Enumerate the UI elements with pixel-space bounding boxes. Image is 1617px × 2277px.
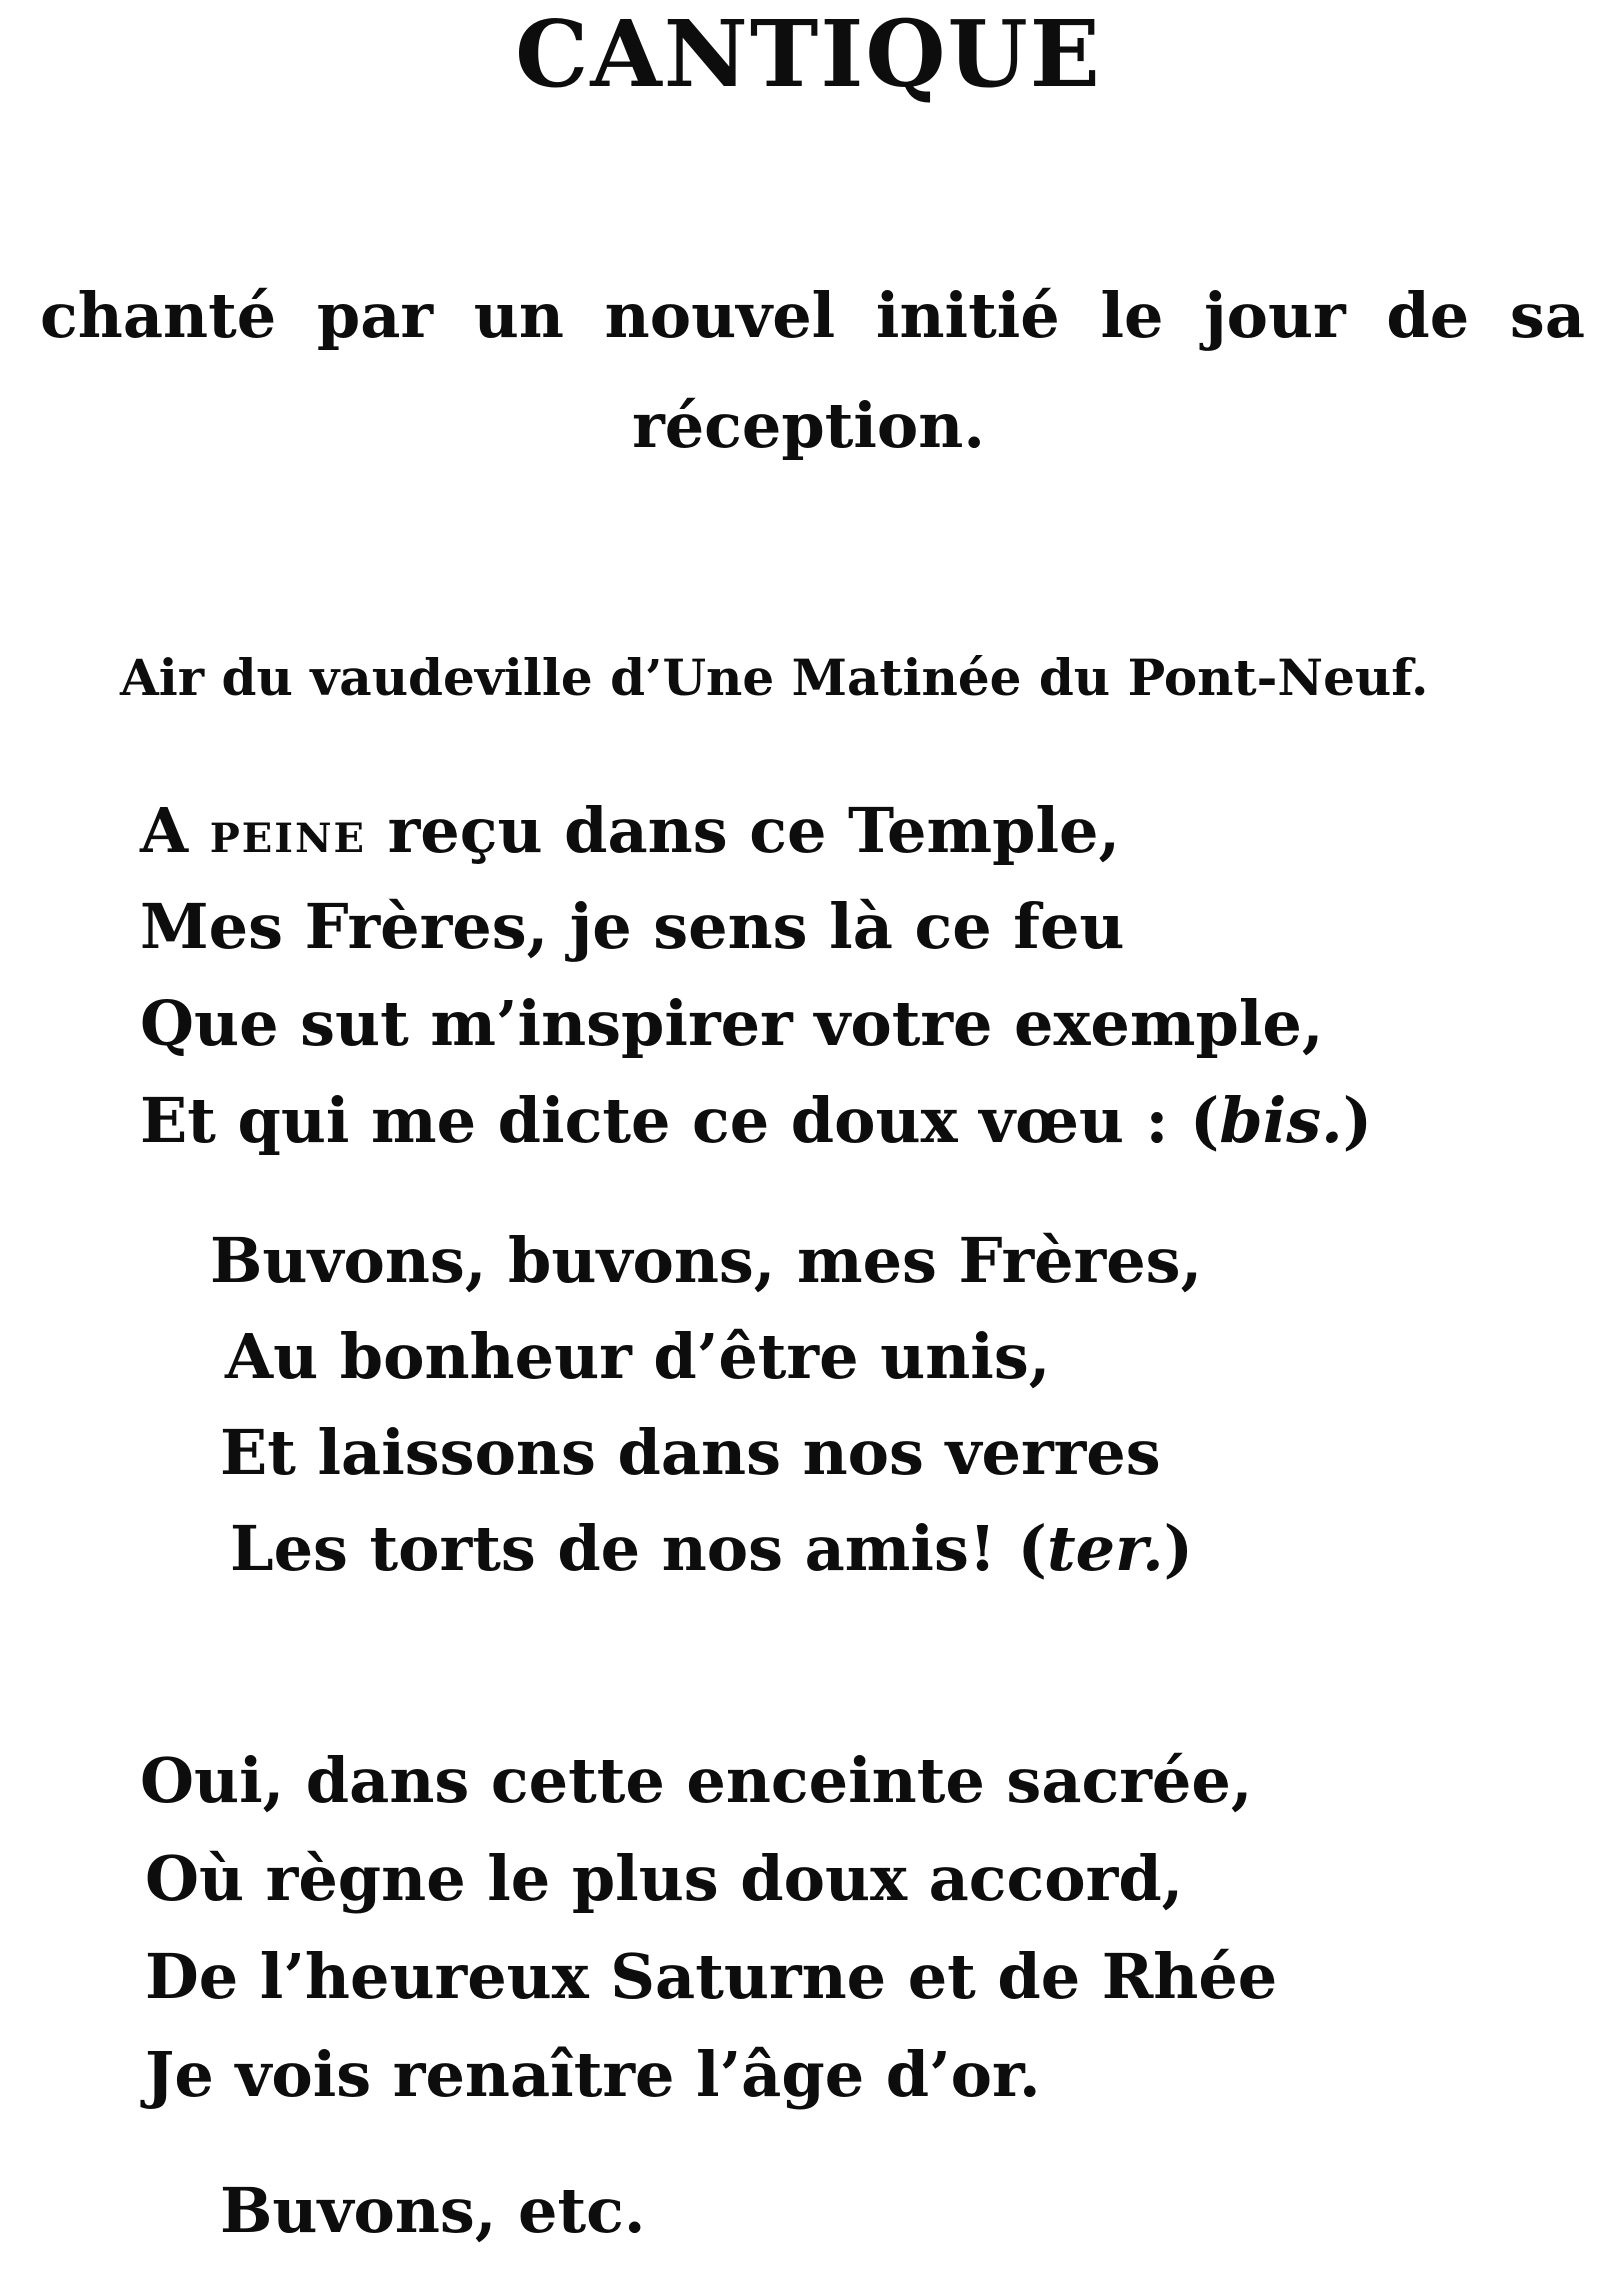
stanza1-line-2: Mes Frères, je sens là ce feu [140, 890, 1125, 963]
refrain-line-4-text: Les torts de nos amis! [230, 1512, 997, 1585]
refrain-line-1: Buvons, buvons, mes Frères, [210, 1224, 1203, 1297]
stanza1-line-4 [140, 1084, 1373, 1157]
air-indication: Air du vaudeville d’Une Matinée du Pont-Neuf. [120, 648, 1429, 707]
stanza1-line-1-rest: reçu dans ce Temple, [387, 794, 1121, 867]
refrain-paren-close: ) [1163, 1512, 1194, 1585]
repeat-mark-bis: bis. [1219, 1084, 1343, 1157]
stanza1-paren-close: ) [1342, 1084, 1373, 1157]
subtitle-line-2: réception. [632, 389, 985, 462]
stanza1-paren-open: ( [1190, 1084, 1220, 1157]
refrain-paren-open: ( [1017, 1512, 1048, 1585]
stanza1-line-1 [140, 794, 1121, 867]
refrain-short: Buvons, etc. [220, 2174, 646, 2247]
stanza1-line-3: Que sut m’inspirer votre exemple, [140, 987, 1324, 1060]
stanza1-line-4-text: Et qui me dicte ce doux vœu : [140, 1084, 1169, 1157]
page-title: CANTIQUE [515, 0, 1102, 108]
stanza2-line-3: De l’heureux Saturne et de Rhée [145, 1940, 1278, 2013]
stanza1-smallcaps: PEINE [209, 815, 367, 862]
refrain-line-3: Et laissons dans nos verres [220, 1416, 1161, 1489]
refrain-line-2: Au bonheur d’être unis, [225, 1320, 1051, 1393]
stanza2-line-2: Où règne le plus doux accord, [145, 1842, 1184, 1915]
stanza1-initial: A [140, 794, 189, 867]
subtitle-line-1: chanté par un nouvel initié le jour de sa [40, 279, 1585, 352]
stanza2-line-1: Oui, dans cette enceinte sacrée, [140, 1744, 1253, 1817]
repeat-mark-ter: ter. [1047, 1512, 1164, 1585]
refrain-line-4 [230, 1512, 1194, 1585]
stanza2-line-4: Je vois renaître l’âge d’or. [145, 2038, 1041, 2111]
